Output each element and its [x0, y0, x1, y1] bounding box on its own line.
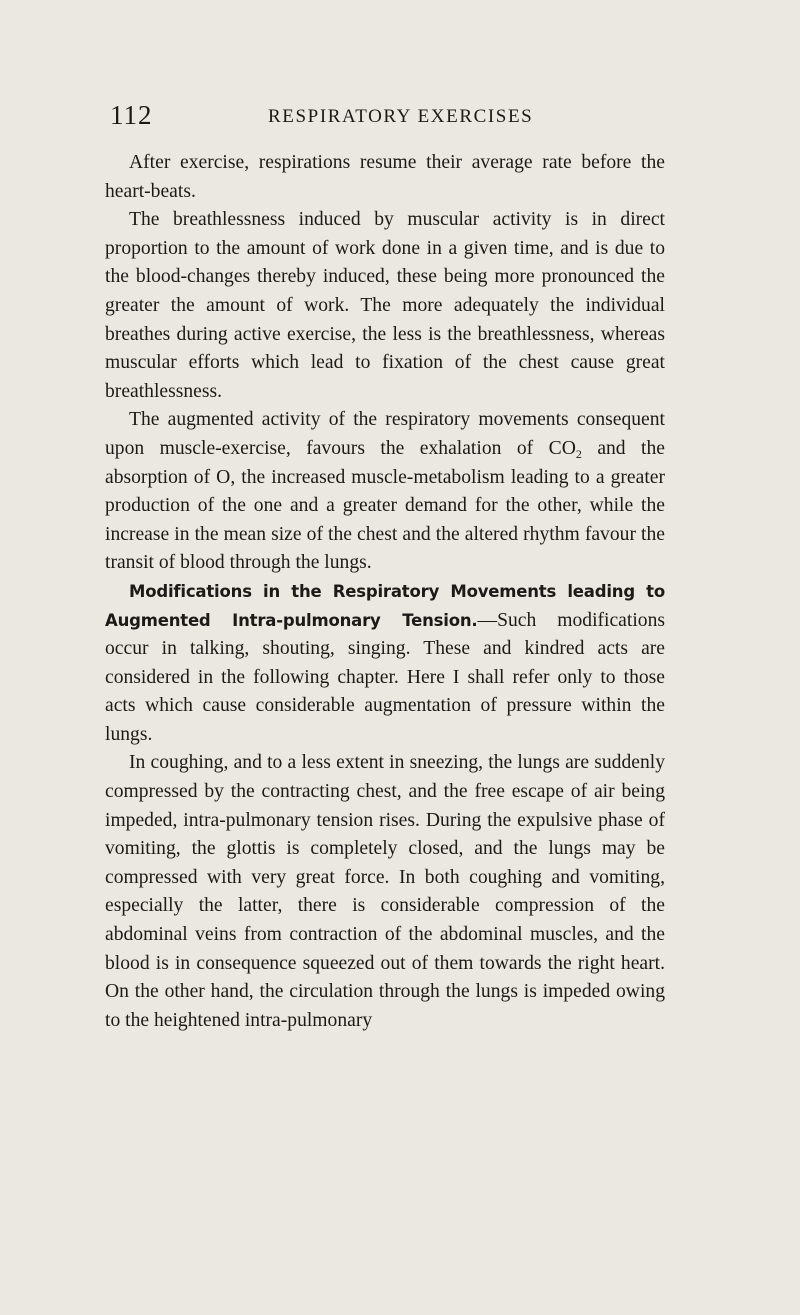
paragraph-text: The breathlessness induced by muscular activity is in direct proportion to the amount of work done in a given time, and is due to the blood-changes thereby induced, these being more pronounced the greater the amount of work. The more adequately the individual breathes during active exercise, the less is the breathlessness, whereas muscular efforts which lead to fixation of the chest cause great breathlessness.	[105, 209, 665, 402]
running-header	[100, 100, 660, 136]
paragraph-3	[105, 406, 665, 578]
paragraph-text: After exercise, respirations resume their average rate before the heart-beats.	[105, 152, 665, 202]
body-text	[105, 149, 665, 1035]
paragraph-1	[105, 149, 665, 206]
paragraph-text: and the absorption of O, the increased muscle-metabolism leading to a greater production of the one and a greater demand for the other, while the increase in the mean size of the chest and the altered rhythm favour the transit of blood through the lungs.	[105, 437, 665, 574]
paragraph-text: In coughing, and to a less extent in sneezing, the lungs are suddenly compressed by the contracting chest, and the free escape of air being impeded, intra-pulmonary tension rises. During the expulsive phase of vomiting, the glottis is completely closed, and the lungs may be compressed with very great force. In both coughing and vomiting, especially the latter, there is considerable compression of the abdominal veins from contraction of the abdominal muscles, and the blood is in consequence squeezed out of them towards the right heart. On the other hand, the circulation through the lungs is impeded owing to the heightened intra-pulmonary	[105, 752, 665, 1031]
paragraph-5	[105, 749, 665, 1035]
paragraph-2	[105, 206, 665, 406]
paragraph-text: The augmented activity of the respiratory movements consequent upon muscle-exercise, favours the exhalation of CO	[105, 409, 665, 459]
running-title: RESPIRATORY EXERCISES	[268, 106, 534, 127]
section-heading: Modifications in the Respiratory Movements leading to Augmented Intra-pulmonary Tension.	[105, 581, 665, 630]
paragraph-text: —Such modifications occur in talking, shouting, singing. These and kindred acts are considered in the following chapter. Here I shall refer only to those acts which cause considerable augmentation of pressure within the lungs.	[105, 609, 665, 745]
page-number: 112	[110, 100, 153, 130]
paragraph-4	[105, 578, 665, 750]
subscript: 2	[575, 446, 582, 461]
